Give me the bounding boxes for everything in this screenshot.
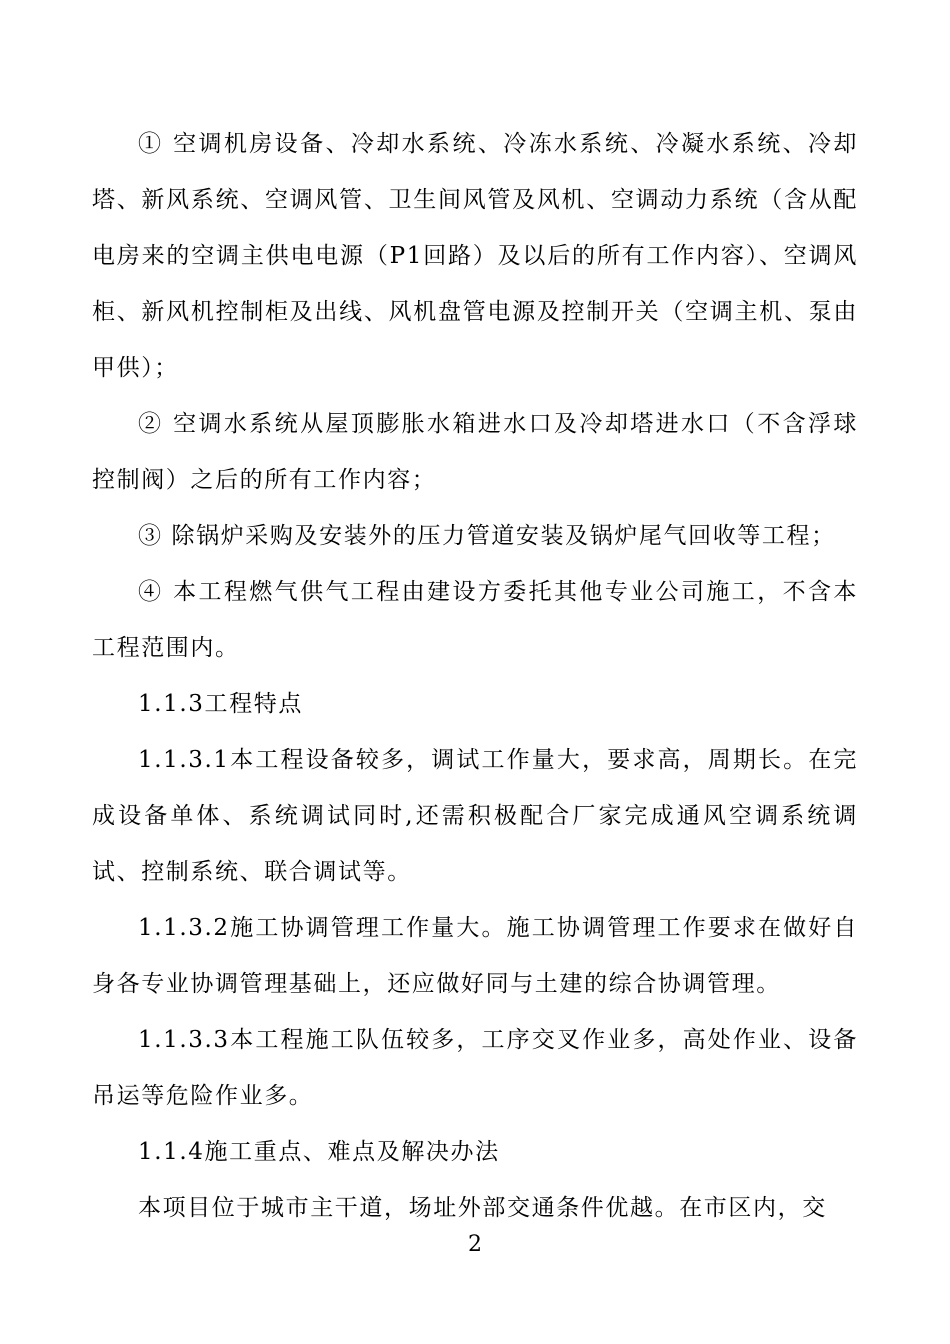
document-body (92, 116, 858, 1221)
paragraph-feature-2: 1.1.3.2施工协调管理工作量大。施工协调管理工作要求在做好自身各专业协调管理基础上，还应做好同与土建的综合协调管理。 (92, 915, 858, 997)
section-heading-features: 1.1.3工程特点 (138, 691, 303, 717)
paragraph-scope-item-3: ③ 除锅炉采购及安装外的压力管道安装及锅炉尾气回收等工程； (138, 523, 836, 549)
paragraph-feature-3: 1.1.3.3本工程施工队伍较多，工序交叉作业多，高处作业、设备吊运等危险作业多。 (92, 1027, 858, 1109)
paragraph-project-location: 本项目位于城市主干道，场址外部交通条件优越。在市区内，交 (138, 1195, 827, 1221)
paragraph-scope-item-2: ② 空调水系统从屋顶膨胀水箱进水口及冷却塔进水口（不含浮球控制阀）之后的所有工作内容； (92, 411, 858, 493)
page-number: 2 (468, 1232, 482, 1257)
section-heading-key-points: 1.1.4施工重点、难点及解决办法 (138, 1139, 500, 1165)
paragraph-scope-item-4: ④ 本工程燃气供气工程由建设方委托其他专业公司施工，不含本工程范围内。 (92, 579, 858, 661)
paragraph-scope-item-1: ① 空调机房设备、冷却水系统、冷冻水系统、冷凝水系统、冷却塔、新风系统、空调风管、卫生间风管及风机、空调动力系统（含从配电房来的空调主供电电源（P1回路）及以后的所有工作内容）、空调风柜、新风机控制柜及出线、风机盘管电源及控制开关（空调主机、泵由甲供）； (92, 131, 858, 381)
paragraph-feature-1: 1.1.3.1本工程设备较多，调试工作量大，要求高，周期长。在完成设备单体、系统调试同时,还需积极配合厂家完成通风空调系统调试、控制系统、联合调试等。 (92, 747, 858, 885)
